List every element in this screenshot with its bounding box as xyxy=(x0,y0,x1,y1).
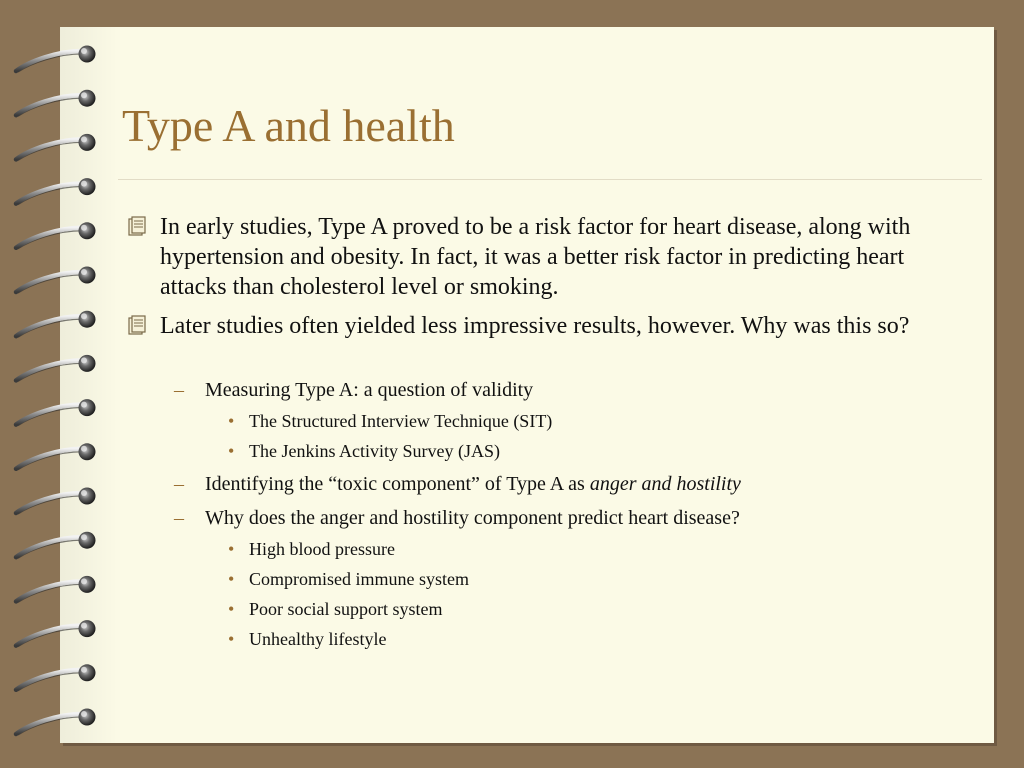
item-poor-social-support: Poor social support system xyxy=(249,599,443,619)
bullet-later-studies: Later studies often yielded less impressive results, however. Why was this so? xyxy=(160,313,910,339)
sub-bullet-toxic-component xyxy=(205,471,741,497)
item-jas: The Jenkins Activity Survey (JAS) xyxy=(249,441,500,461)
anger-hostility-emphasis: anger and hostility xyxy=(589,473,741,495)
dash-bullet: – xyxy=(174,379,184,401)
sub-bullet-why: Why does the anger and hostility component predict heart disease? xyxy=(205,507,740,529)
bullet-type-a-risk-factor: In early studies, Type A proved to be a risk factor for heart disease, along with hypertension and obesity. In fact, it was a better risk factor in predicting heart attacks than cholesterol level or smoking. xyxy=(160,214,911,300)
dash-bullet: – xyxy=(174,507,184,529)
dot-bullet: • xyxy=(228,539,235,559)
item-unhealthy-lifestyle: Unhealthy lifestyle xyxy=(249,629,387,649)
notepad-icon xyxy=(124,314,148,338)
toxic-component-text: Identifying the “toxic component” of Type A as xyxy=(205,473,590,495)
dash-bullet: – xyxy=(174,473,184,495)
dot-bullet: • xyxy=(228,411,235,431)
item-sit: The Structured Interview Technique (SIT) xyxy=(249,411,553,431)
dot-bullet: • xyxy=(228,599,235,619)
item-high-blood-pressure: High blood pressure xyxy=(249,539,395,559)
sub-bullet-validity: Measuring Type A: a question of validity xyxy=(205,379,534,401)
slide-title: Type A and health xyxy=(122,100,455,151)
dot-bullet: • xyxy=(228,569,235,589)
notepad-icon xyxy=(124,215,148,239)
item-compromised-immune: Compromised immune system xyxy=(249,569,469,589)
dot-bullet: • xyxy=(228,441,235,461)
dot-bullet: • xyxy=(228,629,235,649)
